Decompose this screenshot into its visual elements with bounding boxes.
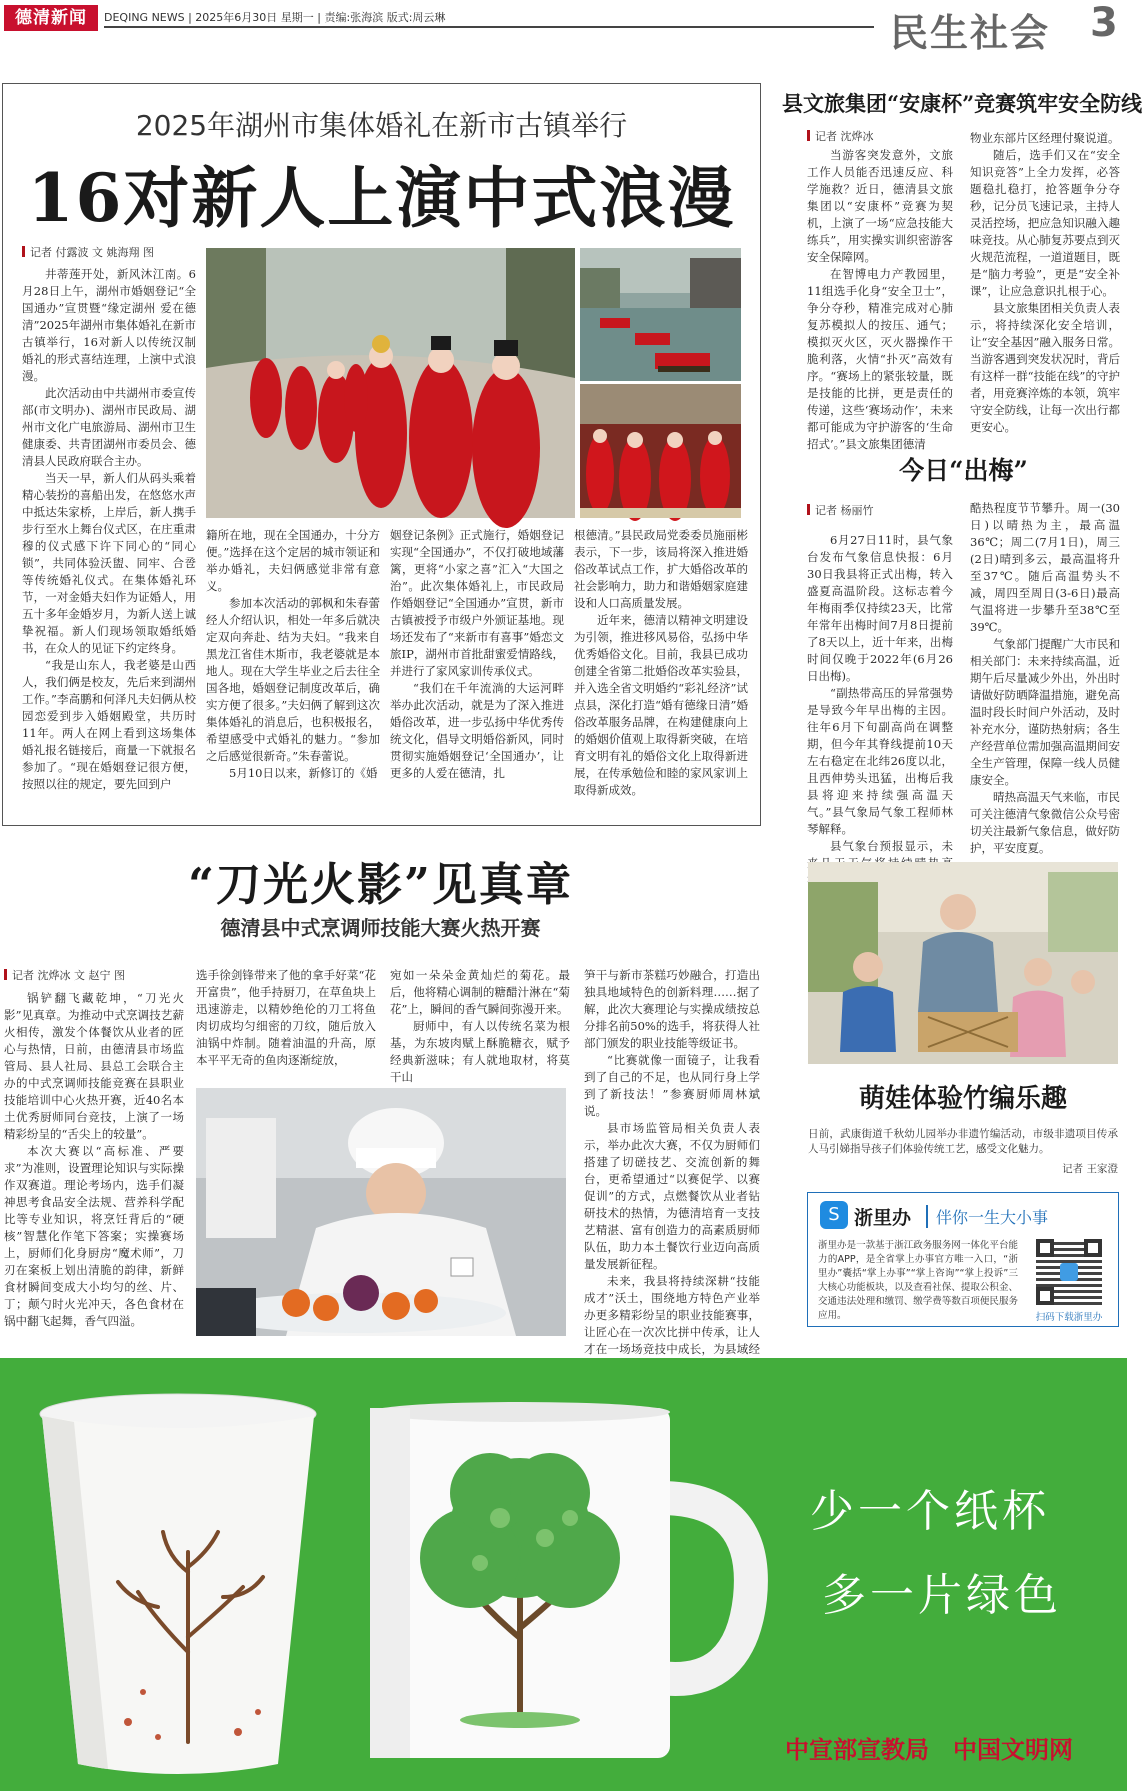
zheliban-qr-label: 扫码下载浙里办: [1035, 1312, 1103, 1323]
bamboo-byline: 记者 王家澄: [1062, 1163, 1118, 1175]
zheliban-qr-code[interactable]: [1036, 1239, 1102, 1305]
cooking-subhead: 德清县中式烹调师技能大赛火热开赛: [220, 916, 541, 940]
wedding-kicker: 2025年湖州市集体婚礼在新市古镇举行: [135, 109, 628, 142]
wedding-column-1: 井蒂莲开处，新风沐江南。6月28日上午，湖州市婚姻登记“全国通办”宣贯暨“缘定湖州 爱在德清”2025年湖州市集体婚礼在新市古镇举行，16对新人以传统汉制婚礼的形式喜结连理，上演中式浪漫。 此次活动由中共湖州市委宣传部(市文明办)、湖州市民政局、湖州市文化广电旅游局、湖州市卫生健康委、共青团湖州市委员会、德清县人民政府联合主办。 当天一早，新人们从码头乘着精心装扮的喜船出发，在悠悠水声中抵达朱家桥，上岸后，新人携手步行至水上舞台仪式区，在庄重肃穆的仪式感下许下同心的“同心锁”，共同体验沃盥、同牢、合卺等传统婚礼仪式。在集体婚礼环节，一对金婚夫妇作为证婚人，用五十多年金婚岁月，为新人送上诚挚祝福。新人们现场领取婚纸婚书，在众人的见证下约定终身。 “我是山东人，我老婆是山西人，我们俩是校友，先后来到湖州工作。”李高鹏和何泽凡夫妇俩从校园恋爱到步入婚姻殿堂，共历时11年。两人在网上看到这场集体婚礼报名链接后，商量一下就报名参加了。“现在婚姻登记很方便，按照以往的规定，要先回到户: [22, 267, 196, 791]
wedding-column-2: 籍所在地，现在全国通办，十分方便。”选择在这个定居的城市领证和举办婚礼，夫妇俩感觉非常有意义。 参加本次活动的郭枫和朱春蕾经人介绍认识，相处一年多后就决定双向奔赴、结为夫妇。“我来自黑龙江省佳木斯市，我老婆就是本地人。现在大学生毕业之后去往全国各地，婚姻登记制度改革后，确实方便了很多。”夫妇俩了解到这次集体婚礼的消息后，也积极报名，希望感受中式婚礼的魅力。“参加之后感觉很新奇。”朱春蕾说。 5月10日以来，新修订的《婚: [206, 528, 380, 780]
masthead-info: DEQING NEWS | 2025年6月30日 星期一 | 责编:张海滨 版式:周云琳: [104, 11, 446, 24]
masthead-rule: [104, 26, 874, 28]
zheliban-brand: 浙里办: [854, 1207, 912, 1229]
meiyu-column-2: 酷热程度节节攀升。周一(30日)以晴热为主，最高温36℃；周二(7月1日)，周三(2日)晴到多云，最高温将升至37℃。随后高温势头不减，周四至周日(3-6日)最高气温将进一步攀升至38℃至39℃。 气象部门提醒广大市民和相关部门：未来持续高温，近期午后尽量减少外出，外出时请做好防晒降温措施，避免高温时段长时间户外活动，及时补充水分，谨防热射病；各生产经营单位需加强高温期间安全生产管理，保障一线人员健康安全。 晴热高温天气来临，市民可关注德清气象微信公众号密切关注最新气象信息，做好防护，平安度夏。: [970, 501, 1120, 855]
wedding-headline: 16对新人上演中式浪漫: [27, 159, 736, 237]
zheliban-slogan: 伴你一生大小事: [926, 1205, 1056, 1228]
cooking-column-4: 笋干与新市茶糕巧妙融合，打造出独具地域特色的创新料理……据了解，此次大赛理论与实操成绩按总分排名前50%的选手，将获得人社部门颁发的职业技能等级证书。 “比赛就像一面镜子，让我看到了自己的不足，也从同行身上学到了新技法！”参赛厨师周林斌说。 县市场监管局相关负责人表示，举办此次大赛，不仅为厨师们搭建了切磋技艺、交流创新的舞台，更希望通过“以赛促学、以赛促训”的方式，点燃餐饮从业者钻研技术的热情，为德清培育一支技艺精湛、富有创造力的高素质厨师队伍，助力本土餐饮行业迈向高质量发展新征程。 未来，我县将持续深耕“技能成才”沃土，围绕地方特色产业举办更多精彩纷呈的职业技能赛事，让匠心在一次次比拼中传承，让人才在一场场竞技中成长，为县域经: [584, 968, 760, 1356]
masthead: [0, 0, 1127, 56]
zheliban-logo-icon: S: [820, 1201, 848, 1229]
wedding-byline: 记者 付露波 文 姚海翔 图: [22, 244, 154, 260]
zheliban-text: 浙里办是一款基于浙江政务服务网一体化平台能力的APP，是全省掌上办事官方唯一入口，“浙里办”囊括“掌上办事”“掌上咨询”“掌上投诉”三大核心功能板块，以及查看社保、提取公积金、交通违法处理和缴罚、缴学费等数百项便民服务应用。: [818, 1240, 1018, 1321]
safety-byline: 记者 沈烨冰: [807, 128, 874, 144]
safety-headline: 县文旅集团“安康杯”竞赛筑牢安全防线: [782, 91, 1142, 116]
masthead-logo: 德清新闻: [4, 5, 98, 31]
page-number: 3: [1090, 0, 1118, 46]
ceramic-mug: [360, 1398, 760, 1778]
cooking-column-3: 宛如一朵朵金黄灿烂的菊花。最后，他将精心调制的糖醋汁淋在“菊花”上，瞬间的香气瞬间弥漫开来。 厨师中，有人以传统名菜为根基，为东坡肉赋上酥脆糖衣，赋予经典新滋味；有人就地取材，将莫干山: [390, 968, 570, 1084]
section-title: 民生社会: [890, 11, 1051, 55]
meiyu-headline: 今日“出梅”: [899, 456, 1028, 485]
meiyu-column-1: 6月27日11时，县气象台发布气象信息快报：6月30日我县将正式出梅，转入盛夏高温阶段。这标志着今年梅雨季仅持续23天，比常年常年出梅时间7月8日提前了8天以上，近十年来，出梅时间仅晚于2022年(6月26日出梅)。 “副热带高压的异常强势是导致今年早出梅的主因。往年6月下旬副高尚在调整期，但今年其脊线提前10天左右稳定在北纬26度以北，且西伸势头迅猛，出梅后我县将迎来持续强高温天气。”县气象局气象工程师林琴解释。 县气象台预报显示，未: [807, 533, 953, 853]
wedding-column-3: 姻登记条例》正式施行，婚姻登记实现“全国通办”，不仅打破地域藩篱，更将“小家之喜”汇入“大国之治”。此次集体婚礼上，市民政局作婚姻登记“全国通办”宣贯，新市古镇被授予市级户外颁证基地。现场还发布了“来新市有喜事”婚恋文旅IP，湖州市首批甜蜜爱情路线，并进行了家风家训传承仪式。 “我们在千年流淌的大运河畔举办此次活动，就是为了深入推进婚俗改革，进一步弘扬中华优秀传统文化，倡导文明婚俗新风，同时贯彻实施婚姻登记‘全国通办’，让更多的人爱在德清，扎: [390, 528, 564, 780]
wedding-photo-ceremony: [580, 384, 741, 518]
cooking-column-2: 选手徐剑锋带来了他的拿手好菜“花开富贵”，他手持厨刀，在草鱼块上迅速游走，以精妙绝伦的刀工将鱼肉切成均匀细密的刀纹，随后放入油锅中炸制。随着油温的升高，原本平平无奇的鱼肉逐渐绽放，: [196, 968, 376, 1067]
zheliban-box: [807, 1192, 1119, 1327]
cooking-photo-chef: [196, 1088, 566, 1336]
cooking-column-1: 锅铲翻飞藏乾坤，“刀光火影”见真章。为推动中式烹调技艺薪火相传，激发个体餐饮从业者的匠心与热情，日前，由德清县市场监管局、县人社局、县总工会联合主办的中式烹调师技能竞赛在县职业技能培训中心火热开赛，近40名本土优秀厨师同台竞技，上演了一场精彩纷呈的“舌尖上的较量”。 本次大赛以“高标准、严要求”为准则，设置理论知识与实际操作双赛道。理论考场内，选手们凝神思考食品安全法规、营养科学配比等专业知识，将烹饪背后的“硬核”智慧化作笔下答案；实操赛场上，厨师们化身厨房“魔术师”，刀刃在案板上划出清脆的韵律，新鲜食材瞬间变成大小均匀的丝、片、丁；颠勺时火光冲天，各色食材在锅中翻飞起舞，香气四溢。: [4, 991, 184, 1328]
ad-banner: [0, 1358, 1127, 1791]
paper-cup: [38, 1392, 318, 1778]
ad-slogan-line2: 多一片绿色: [822, 1570, 1062, 1621]
meiyu-byline: 记者 杨丽竹: [807, 502, 874, 518]
ad-slogan-line1: 少一个纸杯: [810, 1486, 1050, 1537]
cooking-headline: “刀光火影”见真章: [188, 858, 573, 911]
wedding-photo-main: [206, 248, 575, 518]
safety-column-1: 当游客突发意外，文旅工作人员能否迅速反应、科学施救？近日，德清县文旅集团以“安康杯”竞赛为契机，上演了一场“应急技能大练兵”，用实操实训织密游客安全保障网。 在智博电力产教园里，11组选手化身“安全卫士”，争分夺秒，精准完成对心肺复苏模拟人的按压、通气；模拟灭火区，灭火器操作干脆利落，火情“扑灭”高效有序。“赛场上的紧张较量，既是技能的比拼，更是责任的传递，这些‘赛场动作’，未来都可能成为守护游客的‘生命招式’。”县文旅集团德清: [807, 148, 953, 451]
safety-column-2: 物业东部片区经理付聚说道。 随后，选手们又在“安全知识竞答”上全力发挥，必答题稳扎稳打，抢答题争分夺秒，记分员飞速记录，主持人灵活控场，把应急知识融入趣味竞技。从心肺复苏要点到灭火规范流程，一道道题目，既是“脑力考验”，更是“安全补课”，让应急意识扎根于心。 县文旅集团相关负责人表示，将持续深化安全培训，让“安全基因”融入服务日常。当游客遇到突发状况时，背后有这样一群“技能在线”的守护者，用竞赛淬炼的本领，筑牢守安全防线，让每一次出行都更安心。: [970, 131, 1120, 434]
bamboo-headline: 萌娃体验竹编乐趣: [858, 1084, 1067, 1114]
bamboo-caption: 日前，武康街道千秋幼儿园举办非遗竹编活动，市级非遗项目传承人马引娣指导孩子们体验传统工艺，感受文化魅力。: [808, 1128, 1118, 1155]
wedding-column-4: 根德清。”县民政局党委委员施丽彬表示，下一步，该局将深入推进婚俗改革试点工作，扩大婚俗改革的社会影响力，助力和谐婚姻家庭建设和人口高质量发展。 近年来，德清以精神文明建设为引领，推进移风易俗，弘扬中华优秀婚俗文化。目前，我县已成功创建全省第二批婚俗改革实验县，并入选全省文明婚约“彩礼经济”试点县，深化打造“婚有德缘日清”婚俗改革服务品牌，在构建健康向上的婚姻价值观上取得新突破，在培育文明有礼的婚俗文化上取得新进展，在传承勉俭和睦的家风家训上取得新成效。: [574, 528, 748, 797]
bamboo-photo: [808, 862, 1118, 1064]
cooking-byline: 记者 沈烨冰 文 赵宁 图: [4, 967, 125, 983]
ad-sponsor: 中宣部宣教局 中国文明网: [785, 1735, 1073, 1764]
wedding-photo-boats: [580, 248, 741, 381]
